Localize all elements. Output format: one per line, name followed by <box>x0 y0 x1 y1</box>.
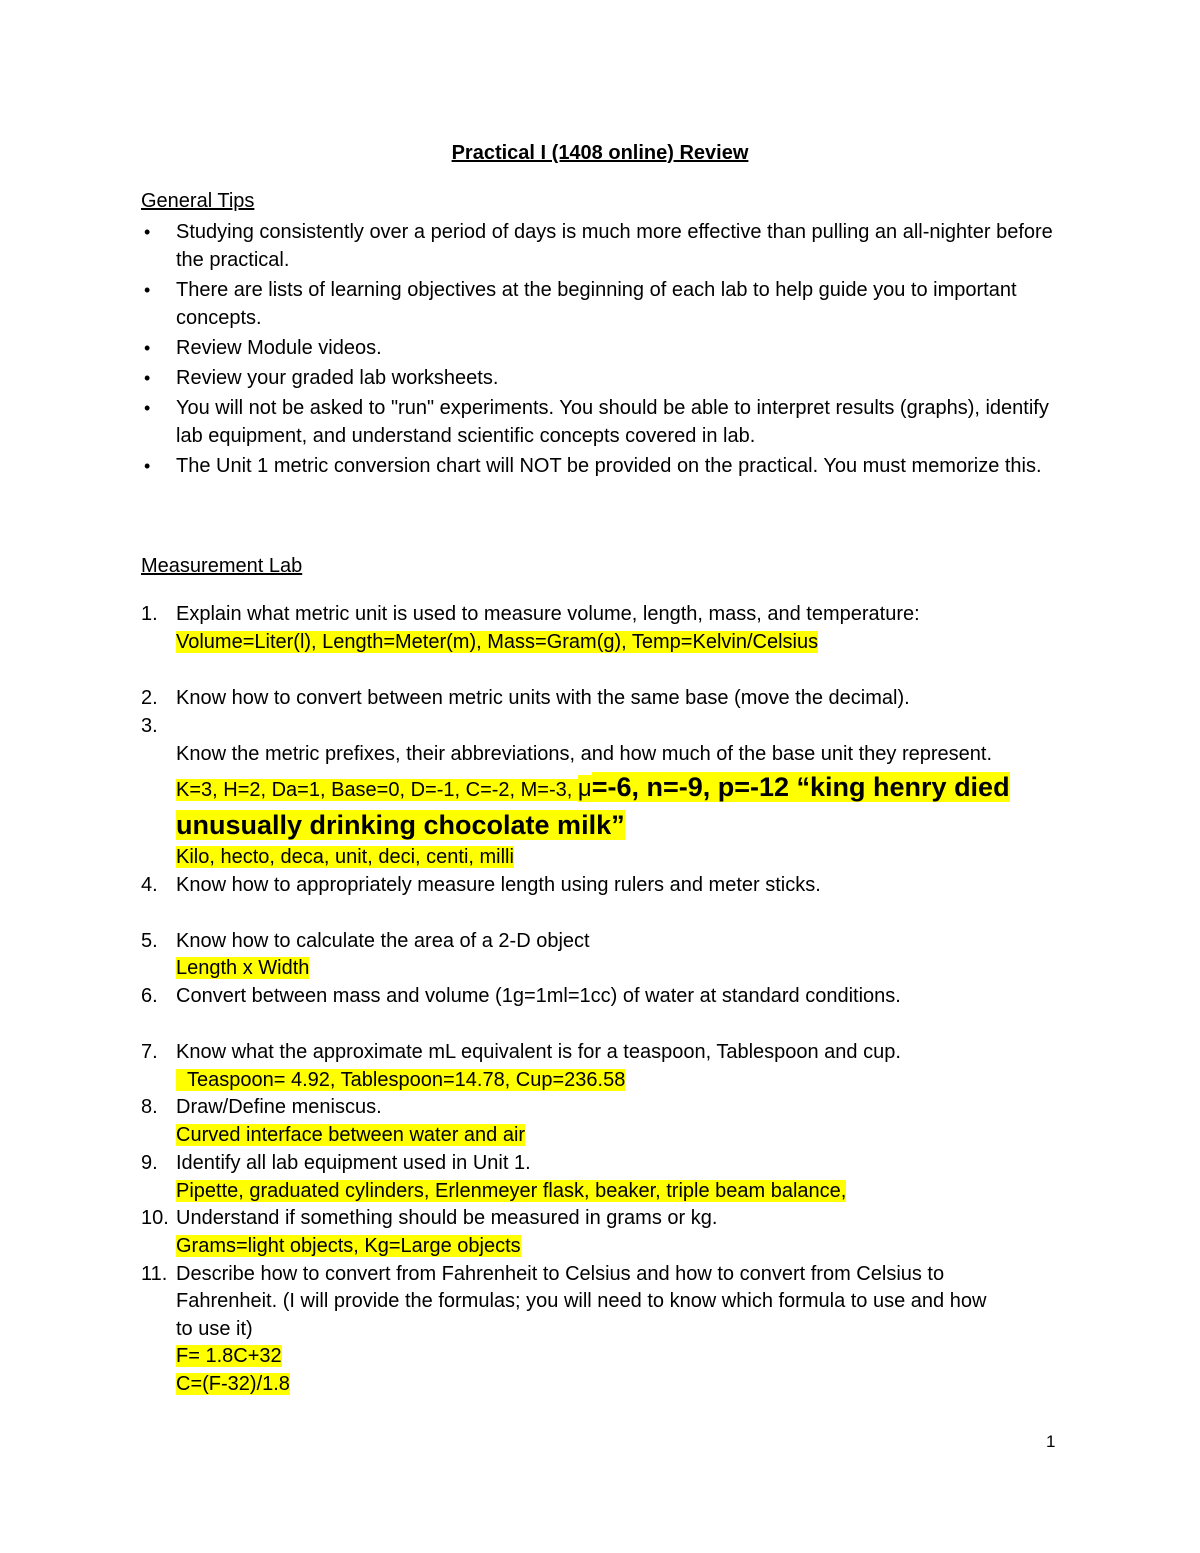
question-text: Convert between mass and volume (1g=1ml=1cc) of water at standard conditions. <box>176 985 901 1007</box>
bullet-icon: • <box>144 456 151 476</box>
question-text: Know the metric prefixes, their abbreviations, and how much of the base unit they represent. <box>176 743 992 765</box>
answer-text: Kilo, hecto, deca, unit, deci, centi, milli <box>176 846 514 868</box>
formula-text: F= 1.8C+32 <box>176 1345 282 1367</box>
answer-text: K=3, H=2, Da=1, Base=0, D=-1, C=-2, M=-3, <box>176 779 578 801</box>
answer-text: Teaspoon= 4.92, Tablespoon=14.78, Cup=236.58 <box>176 1069 625 1091</box>
bullet-icon: • <box>144 338 151 358</box>
question-number: 7. <box>141 1041 158 1063</box>
question-number: 8. <box>141 1096 158 1118</box>
page-title: Practical I (1408 online) Review <box>451 142 749 164</box>
bullet-icon: • <box>144 222 151 242</box>
answer-text: Pipette, graduated cylinders, Erlenmeyer flask, beaker, triple beam balance, <box>176 1180 847 1202</box>
question-text: to use it) <box>176 1318 253 1340</box>
question-number: 1. <box>141 603 158 625</box>
question-number: 11. <box>141 1263 168 1285</box>
list-item: • You will not be asked to "run" experiments. You should be able to interpret results (graphs), identify lab equipment, and understand scientific concepts covered in lab. <box>141 394 1081 450</box>
list-item: • There are lists of learning objectives at the beginning of each lab to help guide you to important concepts. <box>141 276 1081 332</box>
question-text: Know how to convert between metric units with the same base (move the decimal). <box>176 687 910 709</box>
answer-text: Grams=light objects, Kg=Large objects <box>176 1235 521 1257</box>
question-number: 2. <box>141 687 158 709</box>
general-tips-list <box>141 218 1081 482</box>
answer-text-large: =-6, n=-9, p=-12 “king henry died <box>591 772 1010 802</box>
list-item: • Review Module videos. <box>141 334 1081 362</box>
question-number: 9. <box>141 1152 158 1174</box>
answer-text: Length x Width <box>176 957 310 979</box>
list-item: • Studying consistently over a period of days is much more effective than pulling an all-nighter before the practical. <box>141 218 1081 274</box>
question-text: Know how to appropriately measure length using rulers and meter sticks. <box>176 874 821 896</box>
question-text: Fahrenheit. (I will provide the formulas; you will need to know which formula to use and how <box>176 1290 987 1312</box>
answer-text: Curved interface between water and air <box>176 1124 526 1146</box>
question-text: Explain what metric unit is used to measure volume, length, mass, and temperature: <box>176 603 920 625</box>
question-text: Know what the approximate mL equivalent is for a teaspoon, Tablespoon and cup. <box>176 1041 901 1063</box>
question-number: 5. <box>141 930 158 952</box>
answer-text-large: unusually drinking chocolate milk” <box>176 810 625 840</box>
formula-text: C=(F-32)/1.8 <box>176 1373 290 1395</box>
question-text: Know how to calculate the area of a 2-D object <box>176 930 590 952</box>
answer-text: Volume=Liter(l), Length=Meter(m), Mass=Gram(g), Temp=Kelvin/Celsius <box>176 631 819 653</box>
general-tips-heading: General Tips <box>141 190 255 212</box>
bullet-icon: • <box>144 280 151 300</box>
question-number: 3. <box>141 715 158 737</box>
question-number: 4. <box>141 874 158 896</box>
mu-symbol: μ <box>577 775 592 802</box>
list-item: • The Unit 1 metric conversion chart will NOT be provided on the practical. You must memorize this. <box>141 452 1081 480</box>
question-text: Identify all lab equipment used in Unit 1. <box>176 1152 531 1174</box>
bullet-icon: • <box>144 368 151 388</box>
bullet-icon: • <box>144 398 151 418</box>
question-text: Draw/Define meniscus. <box>176 1096 382 1118</box>
measurement-lab-heading: Measurement Lab <box>141 555 303 577</box>
page-number: 1 <box>1046 1432 1056 1451</box>
question-number: 10. <box>141 1207 169 1229</box>
list-item: • Review your graded lab worksheets. <box>141 364 1081 392</box>
question-text: Understand if something should be measured in grams or kg. <box>176 1207 718 1229</box>
question-text: Describe how to convert from Fahrenheit to Celsius and how to convert from Celsius to <box>176 1263 945 1285</box>
question-number: 6. <box>141 985 158 1007</box>
